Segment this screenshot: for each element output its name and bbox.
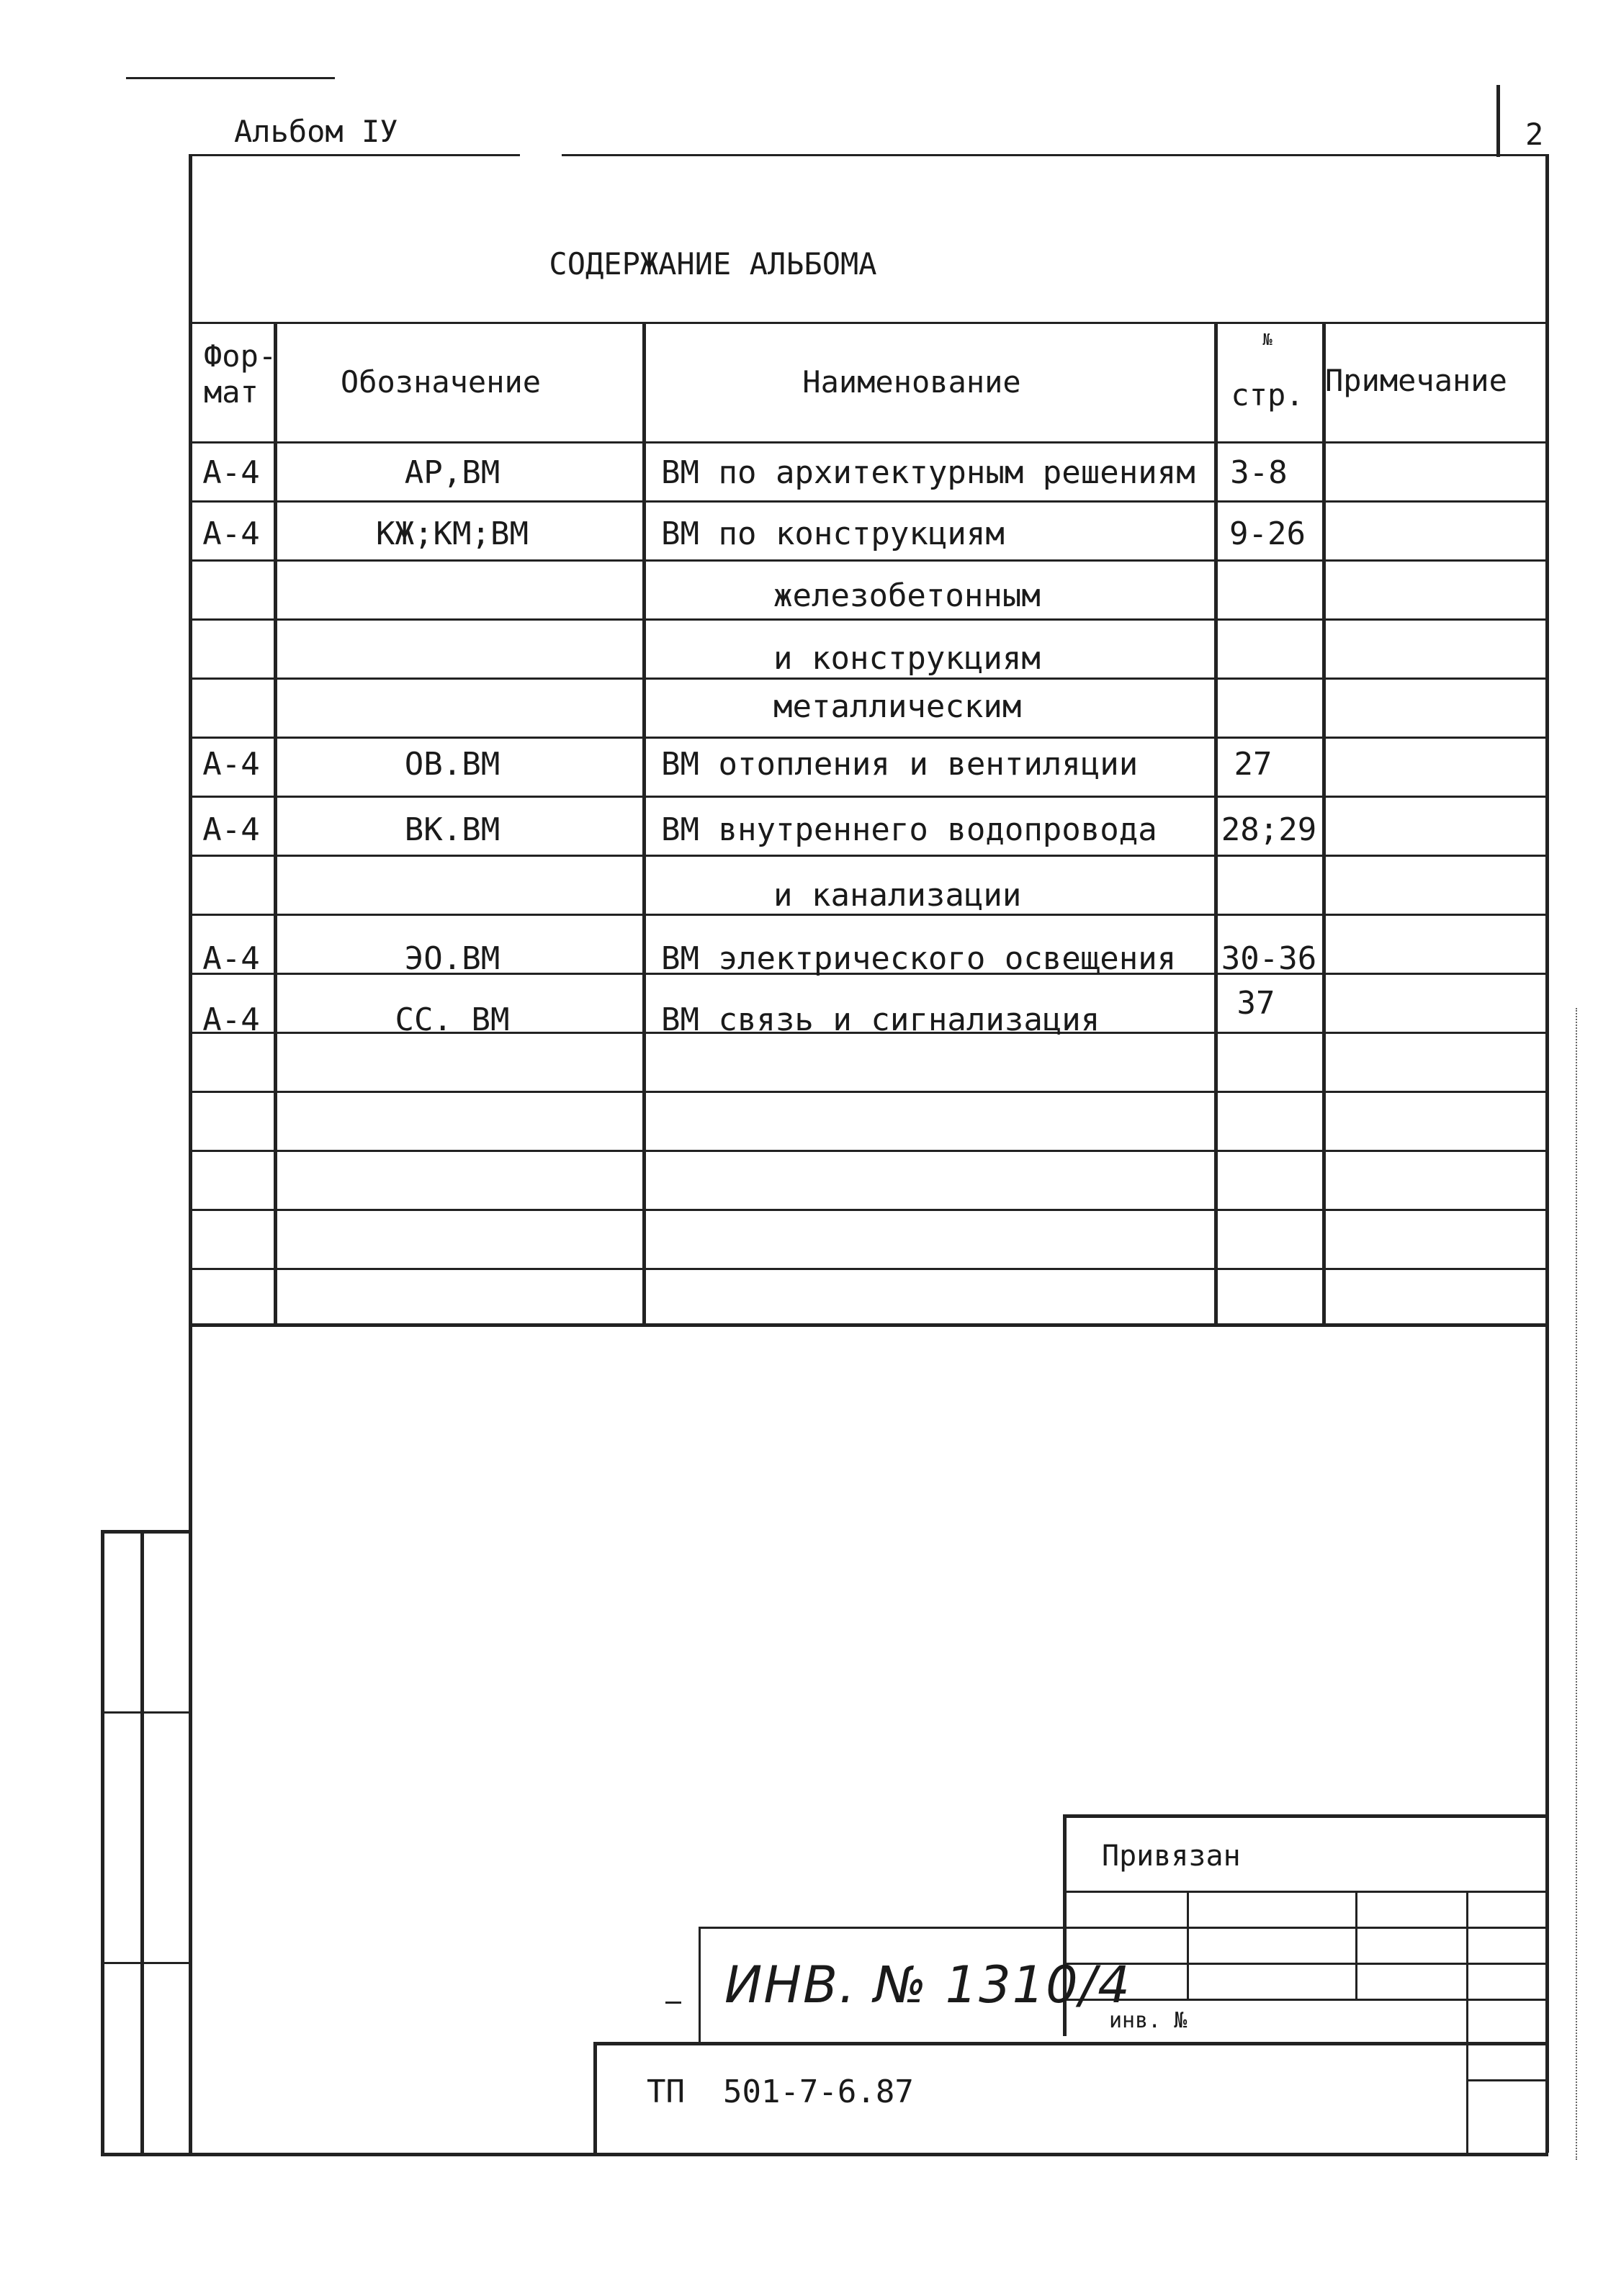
cell-format: А-4 [202, 1001, 260, 1038]
stamp-line [1466, 1891, 1468, 2153]
cell-name: ВМ электрического освещения [661, 940, 1177, 977]
stamp-line [1187, 1891, 1189, 1999]
stamp-line [1063, 1963, 1548, 1965]
cell-designation: КЖ;КМ;ВМ [376, 516, 529, 552]
col-header-name: Наименование [802, 364, 1021, 400]
stamp-inv-label: инв. № [1109, 2008, 1188, 2033]
cell-page: 9-26 [1229, 516, 1306, 552]
cell-page: 30-36 [1221, 940, 1317, 977]
cell-designation: ВК.ВМ [404, 811, 500, 848]
stamp-line [1063, 1999, 1548, 2001]
stamp-line [1355, 1891, 1357, 1999]
cell-format: А-4 [202, 746, 260, 783]
cell-page: 3-8 [1230, 454, 1288, 491]
cell-page: 28;29 [1221, 811, 1317, 848]
cell-format: А-4 [202, 516, 260, 552]
cell-designation: ОВ.ВМ [404, 746, 500, 783]
stamp-line [699, 1927, 1063, 1929]
stamp-dash [665, 2002, 681, 2004]
col-header-page-sign: № [1262, 331, 1272, 349]
stamp-line [1063, 1927, 1548, 1929]
col-header-note: Примечание [1325, 363, 1507, 398]
cell-name: и конструкциям [773, 640, 1041, 677]
frame-bottom-border [101, 2153, 1548, 2156]
album-label: Альбом IУ [234, 114, 398, 149]
col-header-designation: Обозначение [340, 364, 542, 400]
side-grid-line [101, 1711, 191, 1714]
stamp-inv-handwritten: ИНВ. № 1310/4 [724, 1955, 1131, 2014]
cell-format: А-4 [202, 811, 260, 848]
cell-name: ВМ отопления и вентиляции [661, 746, 1139, 783]
cell-page: 37 [1236, 985, 1275, 1022]
col-header-page: стр. [1231, 377, 1304, 413]
stamp-line [593, 2042, 597, 2153]
table-bottom-line [189, 1323, 1545, 1327]
stamp-line [593, 2042, 1548, 2045]
cell-name: ВМ связь и сигнализация [661, 1001, 1100, 1038]
cell-page: 27 [1234, 746, 1272, 783]
cell-format: А-4 [202, 940, 260, 977]
cell-name: и канализации [773, 877, 1022, 914]
stamp-line [699, 1927, 701, 2042]
cell-name: ВМ внутреннего водопровода [661, 811, 1157, 848]
stamp-line [1466, 2079, 1548, 2081]
cell-designation: ЭО.ВМ [404, 940, 500, 977]
stamp-line [1063, 1814, 1548, 1818]
cell-format: А-4 [202, 454, 260, 491]
cell-designation: СС. ВМ [395, 1001, 510, 1038]
side-grid-line [101, 1530, 104, 2155]
page-number: 2 [1525, 117, 1544, 152]
cell-name: железобетонным [773, 577, 1041, 614]
cell-name: ВМ по конструкциям [661, 516, 1005, 552]
document-code: ТП 501-7-6.87 [647, 2074, 914, 2110]
side-grid-line [101, 1962, 191, 1964]
col-header-format: Фор- мат [204, 338, 277, 410]
stamp-attached-label: Привязан [1102, 1840, 1241, 1873]
cell-name: ВМ по архитектурным решениям [661, 454, 1195, 491]
cell-designation: АР,ВМ [404, 454, 500, 491]
side-grid-line [101, 1530, 191, 1534]
stamp-line [1063, 1891, 1548, 1893]
side-grid-line [140, 1530, 144, 2155]
page-title: СОДЕРЖАНИЕ АЛЬБОМА [549, 246, 877, 282]
cell-name: металлическим [773, 688, 1022, 725]
